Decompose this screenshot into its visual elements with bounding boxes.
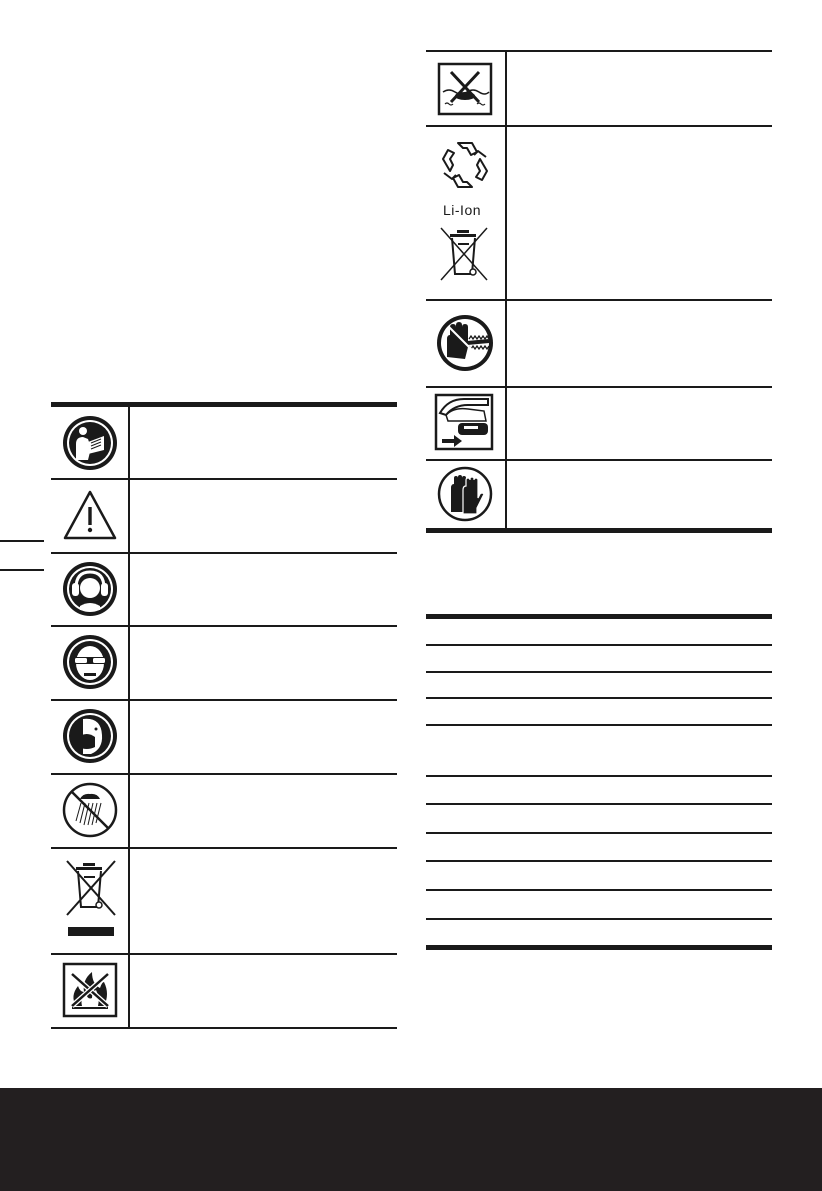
row-divider (51, 699, 397, 701)
margin-marker-top (0, 540, 44, 542)
table-column-divider (128, 407, 130, 1028)
row-divider (51, 478, 397, 480)
table-top-rule (426, 50, 772, 52)
warning-triangle-icon (62, 488, 118, 542)
row-divider (51, 773, 397, 775)
table-bottom-rule (426, 528, 772, 533)
no-water-icon (437, 62, 493, 116)
table-bottom-rule (51, 1027, 397, 1029)
row-divider (51, 625, 397, 627)
weee-crossed-bin-icon (62, 857, 120, 939)
table-row-divider (426, 697, 772, 699)
read-manual-icon (61, 414, 119, 472)
row-divider (426, 386, 772, 388)
row-divider (426, 125, 772, 127)
table-bottom-rule (426, 945, 772, 950)
table-row-divider (426, 724, 772, 726)
battery-insert-icon (434, 393, 494, 451)
table-row-divider (426, 775, 772, 777)
table-row-divider (426, 671, 772, 673)
table-row-divider (426, 918, 772, 920)
table-top-rule (51, 402, 397, 407)
hand-blade-warning-icon (435, 313, 495, 373)
table-row-divider (426, 803, 772, 805)
table-top-rule (426, 614, 772, 619)
table-row-divider (426, 832, 772, 834)
ear-protection-icon (61, 560, 119, 618)
recycle-li-ion-icon (436, 137, 494, 193)
row-divider (426, 459, 772, 461)
row-divider (51, 847, 397, 849)
table-row-divider (426, 644, 772, 646)
row-divider (426, 299, 772, 301)
margin-marker-bottom (0, 569, 44, 571)
row-divider (51, 953, 397, 955)
no-rain-icon (61, 781, 119, 839)
footer-bar (0, 1088, 822, 1191)
table-row-divider (426, 889, 772, 891)
dust-mask-icon (61, 707, 119, 765)
li-ion-label: Li-Ion (443, 202, 482, 218)
table-row-divider (426, 860, 772, 862)
row-divider (51, 552, 397, 554)
no-fire-icon (62, 962, 118, 1018)
eye-protection-icon (61, 633, 119, 691)
table-column-divider (505, 52, 507, 528)
crossed-bin-icon (436, 224, 492, 284)
gloves-icon (437, 466, 493, 522)
